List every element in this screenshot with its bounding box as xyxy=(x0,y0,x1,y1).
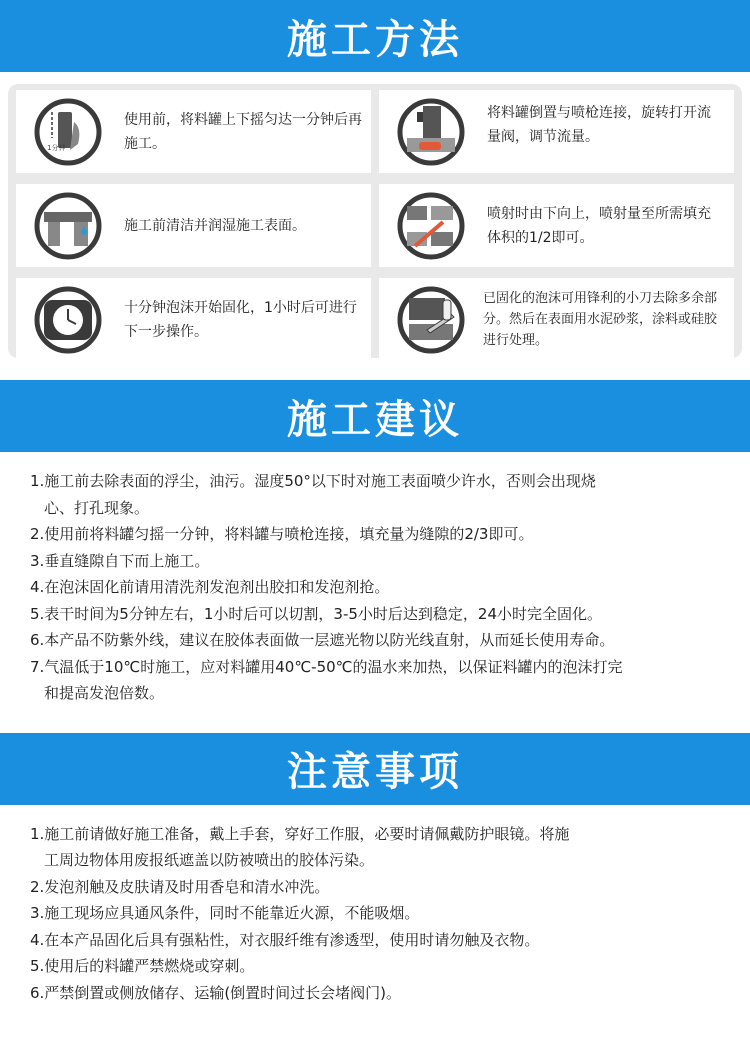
list-item xyxy=(30,548,750,575)
spray-icon xyxy=(397,192,465,260)
banner-advice-title: 施工建议 xyxy=(287,396,463,443)
list-item xyxy=(30,874,750,901)
clean-surface-icon xyxy=(34,192,102,260)
shake-can-icon-label: 1分钟 xyxy=(47,143,66,152)
list-item-line: 1.施工前请做好施工准备，戴上手套，穿好工作服，必要时请佩戴防护眼镜。将施 xyxy=(30,824,570,843)
list-item xyxy=(30,574,750,601)
step-text: 十分钟泡沫开始固化，1小时后可进行下一步操作。 xyxy=(124,299,357,340)
list-item-line: 3.垂直缝隙自下而上施工。 xyxy=(30,551,210,570)
list-item-line: 4.在本产品固化后具有强粘性，对衣服纤维有渗透型，使用时请勿触及衣物。 xyxy=(30,930,540,949)
banner-method xyxy=(0,0,750,72)
list-item-line: 2.使用前将料罐匀摇一分钟，将料罐与喷枪连接，填充量为缝隙的2/3即可。 xyxy=(30,525,534,543)
list-item-line: 5.表干时间为5分钟左右，1小时后可以切割，3-5小时后达到稳定，24小时完全固化。 xyxy=(30,604,602,623)
list-item xyxy=(30,900,750,927)
step-card xyxy=(379,90,734,173)
list-item-line: 6.严禁倒置或侧放储存、运输(倒置时间过长会堵阀门)。 xyxy=(30,983,402,1002)
list-item-line: 2.发泡剂触及皮肤请及时用香皂和清水冲洗。 xyxy=(30,877,330,896)
list-item xyxy=(30,627,750,654)
step-text: 已固化的泡沫可用锋利的小刀去除多余部分。然后在表面用水泥砂浆，涂料或硅胶进行处理。 xyxy=(483,291,718,348)
list-item xyxy=(30,953,750,980)
banner-notes xyxy=(0,733,750,805)
list-item-line: 1.施工前去除表面的浮尘，油污。湿度50°以下时对施工表面喷少许水，否则会出现烧 xyxy=(30,472,596,490)
list-item-line: 和提高发泡倍数。 xyxy=(44,684,165,702)
list-item-line: 3.施工现场应具通风条件，同时不能靠近火源，不能吸烟。 xyxy=(30,904,420,922)
banner-advice xyxy=(0,380,750,452)
step-text: 施工前清洁并润湿施工表面。 xyxy=(124,217,306,234)
clock-icon xyxy=(34,286,102,354)
list-item-line: 心、打孔现象。 xyxy=(44,498,150,517)
list-item-line: 4.在泡沫固化前请用清洗剂发泡剂出胶扣和发泡剂抢。 xyxy=(30,578,390,596)
step-card xyxy=(16,278,371,361)
list-item xyxy=(30,521,750,548)
step-text: 使用前，将料罐上下摇匀达一分钟后再施工。 xyxy=(124,111,362,152)
step-text: 喷射时由下向上，喷射量至所需填充体积的1/2即可。 xyxy=(487,205,711,246)
list-item xyxy=(30,601,750,628)
list-item-line: 7.气温低于10℃时施工，应对料罐用40℃-50℃的温水来加热，以保证料罐内的泡沫打完 xyxy=(30,657,623,676)
list-item xyxy=(30,821,750,874)
connect-gun-icon xyxy=(397,98,465,166)
list-item xyxy=(30,980,750,1007)
list-item xyxy=(30,927,750,954)
step-card xyxy=(16,184,371,267)
banner-method-title: 施工方法 xyxy=(287,16,463,63)
advice-list xyxy=(0,452,750,707)
list-item-line: 工周边物体用废报纸遮盖以防被喷出的胶体污染。 xyxy=(44,851,375,869)
list-item xyxy=(30,468,750,521)
knife-trim-icon xyxy=(397,286,465,354)
notes-list xyxy=(0,805,750,1007)
steps-panel xyxy=(8,84,742,358)
shake-can-icon xyxy=(34,98,102,166)
list-item-line: 6.本产品不防紫外线，建议在胶体表面做一层遮光物以防光线直射，从而延长使用寿命。 xyxy=(30,631,615,649)
step-card xyxy=(379,278,734,361)
list-item-line: 5.使用后的料罐严禁燃烧或穿刺。 xyxy=(30,957,255,975)
step-card xyxy=(16,90,371,173)
step-card xyxy=(379,184,734,267)
banner-notes-title: 注意事项 xyxy=(287,749,463,795)
list-item xyxy=(30,654,750,707)
step-text: 将料罐倒置与喷枪连接，旋转打开流量阀，调节流量。 xyxy=(487,104,711,145)
